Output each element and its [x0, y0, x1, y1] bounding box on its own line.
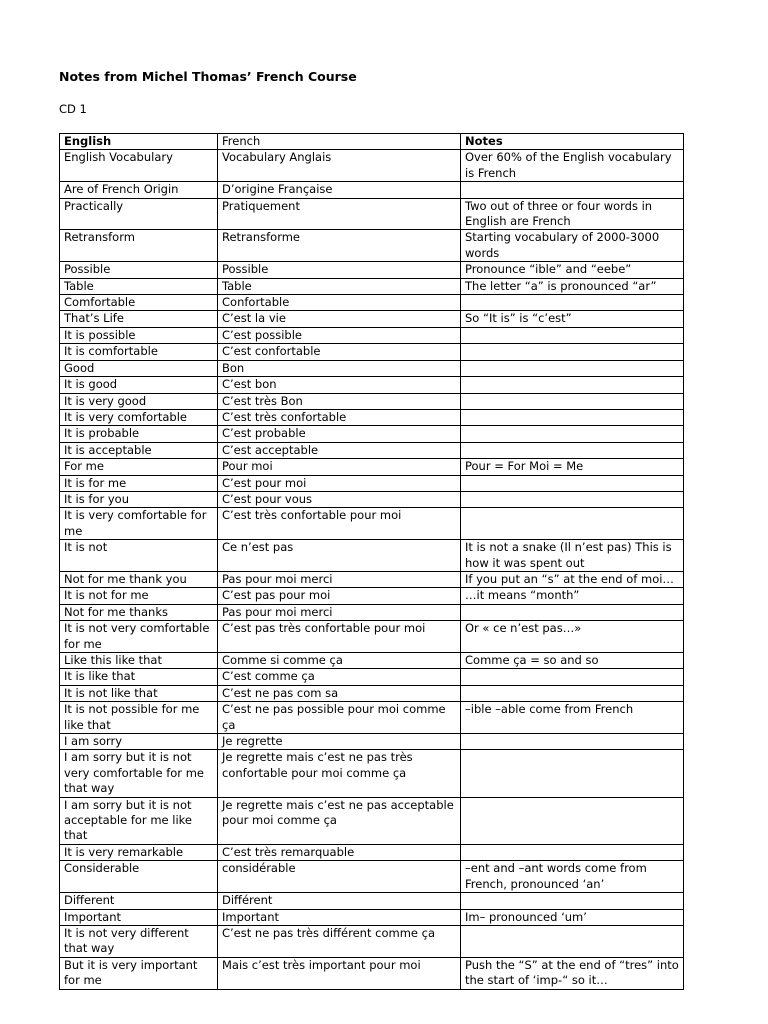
french-cell: Confortable [218, 295, 461, 311]
english-cell: English Vocabulary [60, 150, 218, 182]
notes-cell: Over 60% of the English vocabulary is French [461, 150, 684, 182]
notes-cell [461, 797, 684, 844]
table-row [60, 278, 684, 294]
french-cell: C’est ne pas très différent comme ça [218, 925, 461, 957]
english-cell: It is good [60, 377, 218, 393]
notes-cell [461, 344, 684, 360]
table-row [60, 262, 684, 278]
table-row [60, 295, 684, 311]
notes-cell [461, 360, 684, 376]
english-cell: Important [60, 909, 218, 925]
header-french: French [218, 134, 461, 150]
table-row [60, 653, 684, 669]
english-cell: It is very remarkable [60, 844, 218, 860]
notes-cell [461, 685, 684, 701]
english-cell: It is possible [60, 327, 218, 343]
table-row [60, 702, 684, 734]
notes-cell: If you put an “s” at the end of moi… [461, 571, 684, 587]
notes-cell [461, 182, 684, 198]
notes-cell: …it means “month” [461, 588, 684, 604]
english-cell: It is very good [60, 393, 218, 409]
notes-cell [461, 844, 684, 860]
french-cell: C’est très Bon [218, 393, 461, 409]
english-cell: It is for you [60, 491, 218, 507]
notes-cell [461, 442, 684, 458]
english-cell: Possible [60, 262, 218, 278]
english-cell: I am sorry but it is not very comfortable for me that way [60, 750, 218, 797]
english-cell: It is very comfortable [60, 409, 218, 425]
english-cell: Not for me thank you [60, 571, 218, 587]
french-cell: Important [218, 909, 461, 925]
english-cell: It is probable [60, 426, 218, 442]
french-cell: Ce n’est pas [218, 540, 461, 572]
notes-cell [461, 669, 684, 685]
notes-cell: So “It is” is “c’est” [461, 311, 684, 327]
french-cell: C’est probable [218, 426, 461, 442]
french-cell: C’est bon [218, 377, 461, 393]
table-row [60, 442, 684, 458]
notes-cell [461, 327, 684, 343]
table-row [60, 327, 684, 343]
french-cell: D’origine Française [218, 182, 461, 198]
table-row [60, 508, 684, 540]
english-cell: For me [60, 459, 218, 475]
english-cell: It is not [60, 540, 218, 572]
french-cell: C’est très confortable [218, 409, 461, 425]
table-row [60, 750, 684, 797]
french-cell: C’est pour vous [218, 491, 461, 507]
table-row [60, 182, 684, 198]
table-row [60, 844, 684, 860]
french-cell: C’est pour moi [218, 475, 461, 491]
french-cell: Je regrette mais c’est ne pas acceptable pour moi comme ça [218, 797, 461, 844]
english-cell: Table [60, 278, 218, 294]
notes-cell [461, 475, 684, 491]
notes-cell: It is not a snake (Il n’est pas) This is how it was spent out [461, 540, 684, 572]
table-row [60, 150, 684, 182]
table-row [60, 459, 684, 475]
table-row [60, 230, 684, 262]
notes-cell: –ent and –ant words come from French, pronounced ‘an’ [461, 861, 684, 893]
french-cell: Pas pour moi merci [218, 604, 461, 620]
english-cell: Practically [60, 198, 218, 230]
english-cell: Like this like that [60, 653, 218, 669]
french-cell: C’est acceptable [218, 442, 461, 458]
french-cell: Possible [218, 262, 461, 278]
french-cell: Différent [218, 893, 461, 909]
table-row [60, 861, 684, 893]
table-row [60, 925, 684, 957]
english-cell: That’s Life [60, 311, 218, 327]
french-cell: C’est très confortable pour moi [218, 508, 461, 540]
french-cell: C’est la vie [218, 311, 461, 327]
french-cell: Pratiquement [218, 198, 461, 230]
english-cell: Comfortable [60, 295, 218, 311]
french-cell: Retransforme [218, 230, 461, 262]
table-row [60, 909, 684, 925]
notes-cell [461, 893, 684, 909]
notes-cell [461, 426, 684, 442]
french-cell: Je regrette [218, 734, 461, 750]
notes-cell: The letter “a” is pronounced “ar” [461, 278, 684, 294]
notes-cell: Pronounce “ible” and “eebe” [461, 262, 684, 278]
table-row [60, 893, 684, 909]
notes-cell: –ible –able come from French [461, 702, 684, 734]
french-cell: Table [218, 278, 461, 294]
notes-cell [461, 393, 684, 409]
english-cell: It is not like that [60, 685, 218, 701]
english-cell: Not for me thanks [60, 604, 218, 620]
french-cell: Mais c’est très important pour moi [218, 957, 461, 989]
table-row [60, 588, 684, 604]
notes-cell: Or « ce n’est pas…» [461, 621, 684, 653]
english-cell: It is like that [60, 669, 218, 685]
table-row [60, 198, 684, 230]
table-row [60, 540, 684, 572]
french-cell: C’est pas très confortable pour moi [218, 621, 461, 653]
table-row [60, 475, 684, 491]
table-row [60, 360, 684, 376]
notes-cell [461, 491, 684, 507]
english-cell: It is not possible for me like that [60, 702, 218, 734]
notes-cell [461, 604, 684, 620]
notes-cell: Starting vocabulary of 2000-3000 words [461, 230, 684, 262]
table-row [60, 571, 684, 587]
notes-cell: Im– pronounced ‘um’ [461, 909, 684, 925]
table-row [60, 377, 684, 393]
notes-cell [461, 925, 684, 957]
notes-cell [461, 377, 684, 393]
notes-cell [461, 508, 684, 540]
english-cell: It is not very different that way [60, 925, 218, 957]
french-cell: C’est confortable [218, 344, 461, 360]
notes-cell [461, 295, 684, 311]
table-row [60, 409, 684, 425]
vocabulary-table [59, 133, 684, 990]
table-row [60, 344, 684, 360]
english-cell: It is not for me [60, 588, 218, 604]
document-title: Notes from Michel Thomas’ French Course [59, 69, 357, 84]
notes-cell: Push the “S” at the end of “tres” into the start of ‘imp-“ so it… [461, 957, 684, 989]
table-row [60, 604, 684, 620]
english-cell: I am sorry [60, 734, 218, 750]
section-label: CD 1 [59, 102, 87, 116]
french-cell: C’est comme ça [218, 669, 461, 685]
table-row [60, 957, 684, 989]
french-cell: Vocabulary Anglais [218, 150, 461, 182]
english-cell: Are of French Origin [60, 182, 218, 198]
table-row [60, 311, 684, 327]
english-cell: It is comfortable [60, 344, 218, 360]
table-row [60, 685, 684, 701]
english-cell: Good [60, 360, 218, 376]
table-row [60, 797, 684, 844]
french-cell: Pas pour moi merci [218, 571, 461, 587]
french-cell: C’est pas pour moi [218, 588, 461, 604]
notes-cell: Two out of three or four words in English are French [461, 198, 684, 230]
table-row [60, 393, 684, 409]
table-row [60, 621, 684, 653]
french-cell: considérable [218, 861, 461, 893]
header-english: English [60, 134, 218, 150]
french-cell: C’est très remarquable [218, 844, 461, 860]
notes-cell [461, 734, 684, 750]
table-row [60, 734, 684, 750]
french-cell: C’est ne pas com sa [218, 685, 461, 701]
english-cell: It is very comfortable for me [60, 508, 218, 540]
english-cell: It is for me [60, 475, 218, 491]
table-row [60, 669, 684, 685]
notes-cell [461, 750, 684, 797]
table-header-row [60, 134, 684, 150]
french-cell: Comme si comme ça [218, 653, 461, 669]
table-row [60, 491, 684, 507]
notes-cell: Pour = For Moi = Me [461, 459, 684, 475]
french-cell: C’est ne pas possible pour moi comme ça [218, 702, 461, 734]
english-cell: Retransform [60, 230, 218, 262]
notes-cell [461, 409, 684, 425]
english-cell: Considerable [60, 861, 218, 893]
english-cell: But it is very important for me [60, 957, 218, 989]
english-cell: It is acceptable [60, 442, 218, 458]
english-cell: I am sorry but it is not acceptable for me like that [60, 797, 218, 844]
notes-cell: Comme ça = so and so [461, 653, 684, 669]
header-notes: Notes [461, 134, 684, 150]
table-row [60, 426, 684, 442]
french-cell: Pour moi [218, 459, 461, 475]
english-cell: Different [60, 893, 218, 909]
english-cell: It is not very comfortable for me [60, 621, 218, 653]
french-cell: Bon [218, 360, 461, 376]
french-cell: C’est possible [218, 327, 461, 343]
french-cell: Je regrette mais c’est ne pas très confortable pour moi comme ça [218, 750, 461, 797]
